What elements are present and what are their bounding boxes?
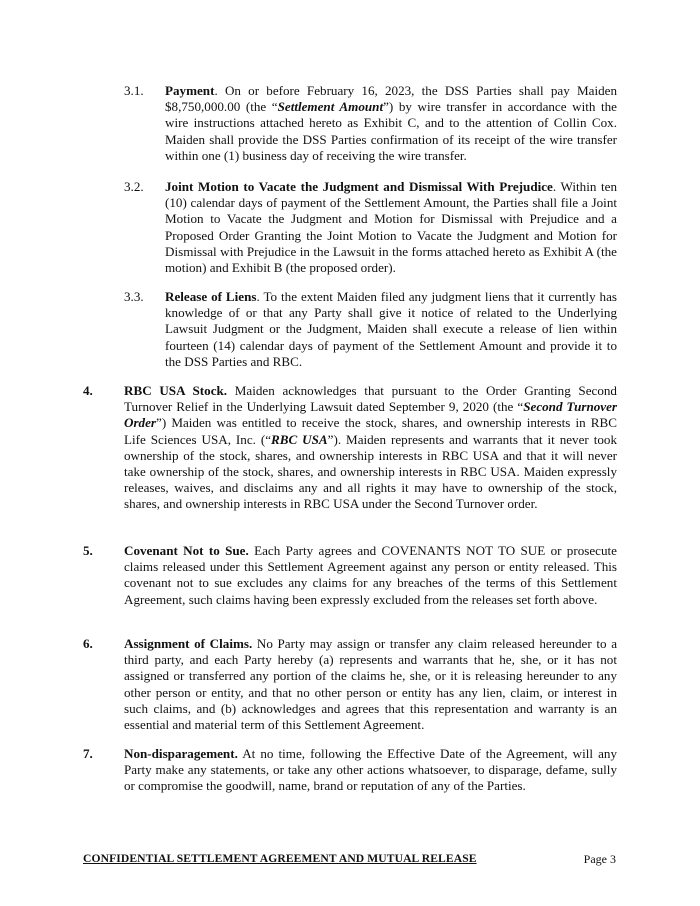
section-4-paragraph	[124, 383, 617, 513]
section-3-3-heading: Release of Liens	[165, 289, 257, 304]
section-3-2-number: 3.2.	[124, 179, 144, 194]
section-3-2-heading: Joint Motion to Vacate the Judgment and Dismissal With Prejudice	[165, 179, 553, 194]
section-3-1-number: 3.1.	[124, 83, 144, 98]
section-3-3-paragraph	[165, 289, 617, 370]
section-5-paragraph	[124, 543, 617, 608]
section-5-heading: Covenant Not to Sue.	[124, 543, 249, 558]
footer-page-number: Page 3	[583, 852, 616, 866]
section-5-number: 5.	[83, 543, 93, 558]
section-4-heading: RBC USA Stock.	[124, 383, 228, 398]
section-3-1-text-2: ”) by wire transfer in accordance with the wire instructions attached hereto as Exhibit C, and to the attention of Collin Cox. Maiden shall provide the DSS Parties confirmation of its receipt of the wire transfer within one (1) business day of receiving the wire transfer.	[165, 99, 617, 163]
section-4-text-2: ”) Maiden was entitled to receive the stock, shares, and ownership interests in RBC Life Sciences USA, Inc. (“	[124, 415, 617, 447]
section-7-paragraph	[124, 746, 617, 795]
section-7-number: 7.	[83, 746, 93, 761]
section-4-text-1: Maiden acknowledges that pursuant to the Order Granting Second Turnover Relief in the Underlying Lawsuit dated September 9, 2020 (the “	[124, 383, 617, 415]
section-3-3-number: 3.3.	[124, 289, 144, 304]
section-3-1-heading: Payment	[165, 83, 215, 98]
section-4-text-3: ”). Maiden represents and warrants that it never took ownership of the stock, shares, and ownership interests in RBC USA and that it will never take ownership of the stock, shares, and ownership interests in RBC USA. Maiden expressly releases, waives, and disclaims any and all rights it may have to ownership of the stock, shares, and ownership interests in RBC USA under the Second Turnover order.	[124, 431, 617, 512]
section-3-1-text-1: . On or before February 16, 2023, the DSS Parties shall pay Maiden $8,750,000.00 (the “	[165, 83, 617, 115]
section-6-number: 6.	[83, 636, 93, 651]
section-6-paragraph	[124, 636, 617, 733]
section-4-number: 4.	[83, 383, 93, 398]
section-3-1-paragraph	[165, 83, 617, 164]
section-3-2-paragraph	[165, 179, 617, 276]
section-5-text-1: Each Party agrees and COVENANTS NOT TO SUE or prosecute claims released under this Settlement Agreement against any person or entity released. This covenant not to sue excludes any claims for any breaches of the terms of this Settlement Agreement, such claims having been expressly excluded from the releases set forth above.	[124, 543, 617, 607]
section-6-heading: Assignment of Claims.	[124, 636, 253, 651]
section-7-heading: Non-disparagement.	[124, 746, 238, 761]
footer-document-title: CONFIDENTIAL SETTLEMENT AGREEMENT AND MUTUAL RELEASE	[83, 852, 477, 865]
section-3-3-text-1: . To the extent Maiden filed any judgment liens that it currently has knowledge of or that any Party shall give it notice of related to the Underlying Lawsuit Judgment or the Judgment, Maiden shall execute a release of lien within fourteen (14) calendar days of payment of the Settlement Amount and provide it to the DSS Parties and RBC.	[165, 289, 617, 369]
rbc-usa-term: RBC USA	[271, 431, 328, 447]
section-3-2-text-1: . Within ten (10) calendar days of payment of the Settlement Amount, the Parties shall file a Joint Motion to Vacate the Judgment and Motion for Dismissal with Prejudice and a Proposed Order Granting the Joint Motion to Vacate the Judgment and Motion for Dismissal with Prejudice in the Lawsuit in the forms attached hereto as Exhibit A (the motion) and Exhibit B (the proposed order).	[165, 179, 617, 276]
section-6-text-1: No Party may assign or transfer any claim released hereunder to a third party, and each Party hereby (a) represents and warrants that he, she, or it has not assigned or transferred any portion of the claims he, she, or it is releasing hereunder to any other person or entity, and that no other person or entity has any lien, claim, or interest in such claims, and (b) acknowledges and agrees that this representation and warranty is an essential and material term of this Settlement Agreement.	[124, 636, 618, 733]
second-turnover-order-term: Second Turnover Order	[124, 399, 617, 431]
section-7-text-1: At no time, following the Effective Date of the Agreement, will any Party make any statements, or take any other actions whatsoever, to disparage, defame, sully or compromise the goodwill, name, brand or reputation of any of the Parties.	[124, 746, 617, 794]
settlement-amount-term: Settlement Amount	[277, 99, 384, 115]
